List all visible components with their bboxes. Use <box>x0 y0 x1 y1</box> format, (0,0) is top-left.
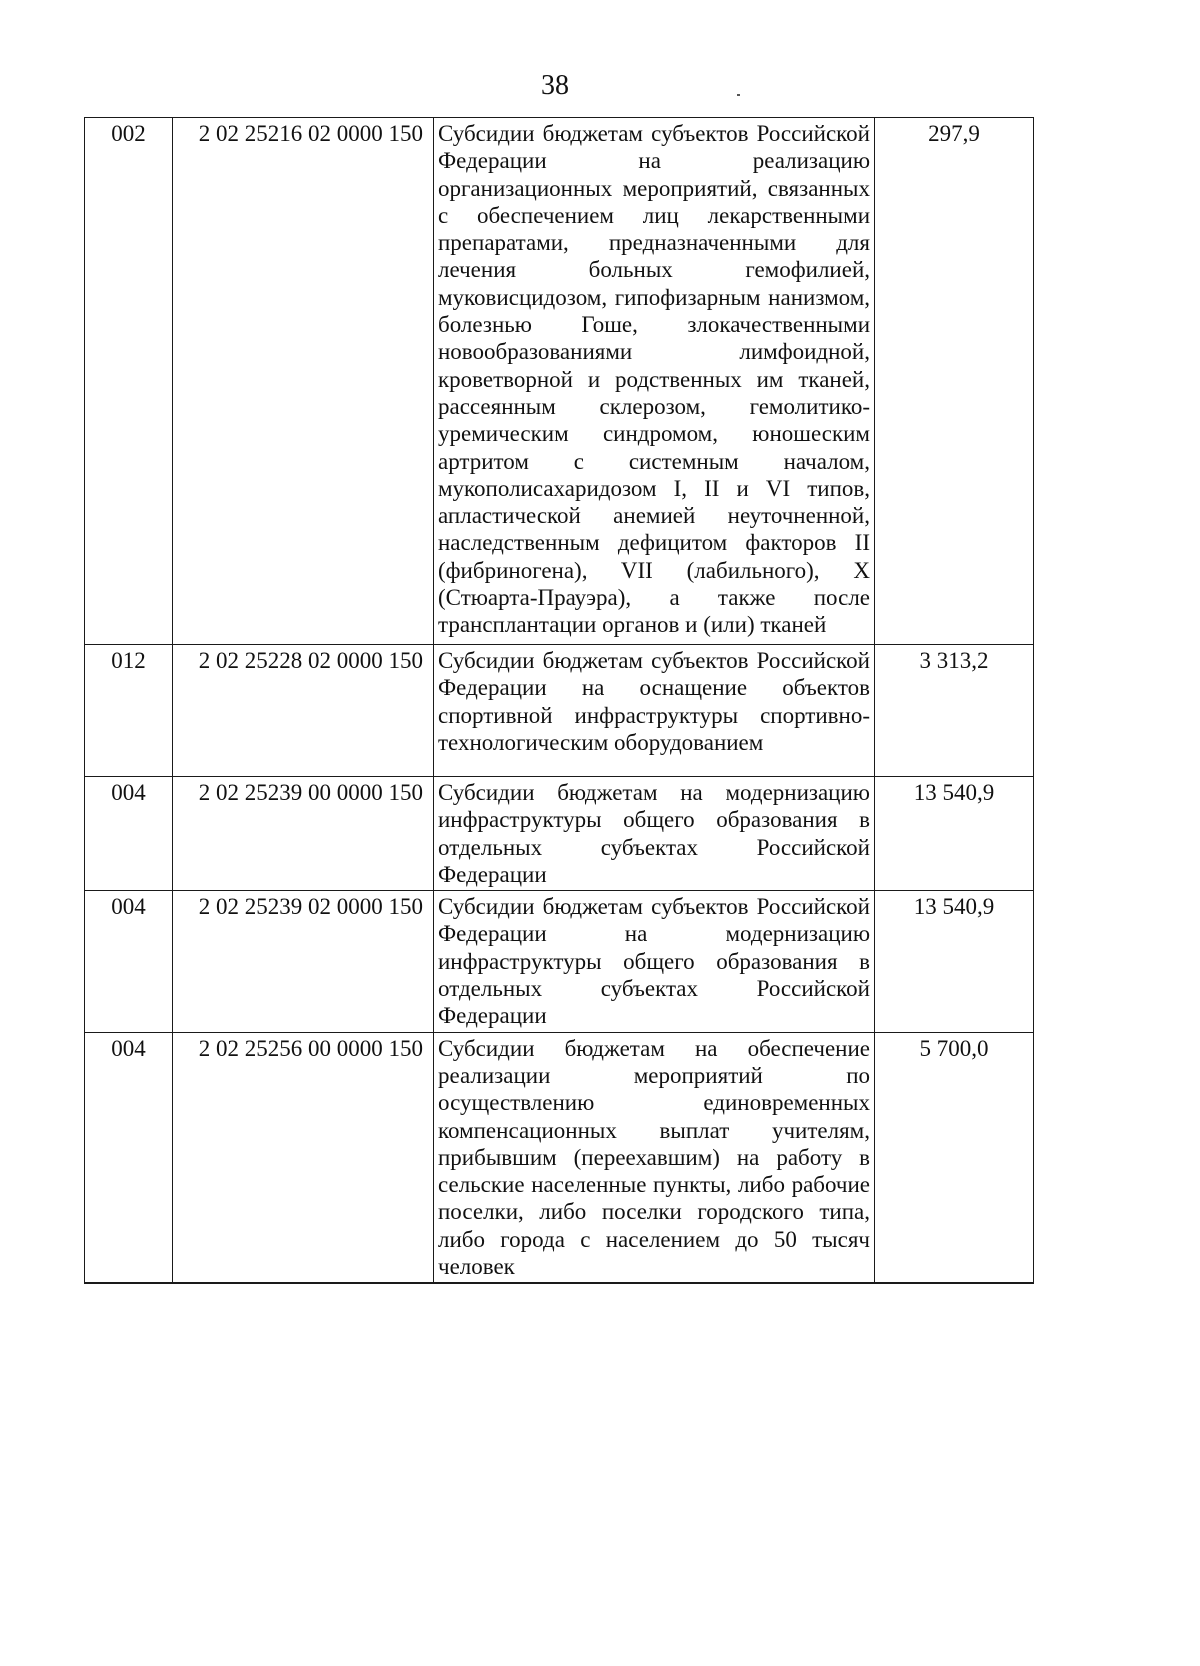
table-row <box>85 118 1034 645</box>
table-row <box>85 1032 1034 1283</box>
description-cell: Субсидии бюджетам на обеспечение реализации мероприятий по осуществлению единовременных компенсационных выплат учителям, прибывшим (переехавшим) на работу в сельские населенные пункты, либо рабочие поселки, либо поселки городского типа, либо города с населением до 50 тысяч человек <box>434 1032 875 1283</box>
description-cell: Субсидии бюджетам на модернизацию инфраструктуры общего образования в отдельных субъектах Российской Федерации <box>434 777 875 891</box>
admin-code-cell: 002 <box>85 118 173 645</box>
amount-cell: 297,9 <box>875 118 1034 645</box>
table-row <box>85 645 1034 777</box>
admin-code-cell: 004 <box>85 1032 173 1283</box>
table-row <box>85 777 1034 891</box>
budget-code-cell: 2 02 25216 02 0000 150 <box>173 118 434 645</box>
amount-cell: 13 540,9 <box>875 891 1034 1032</box>
budget-code-cell: 2 02 25239 00 0000 150 <box>173 777 434 891</box>
description-cell: Субсидии бюджетам субъектов Российской Федерации на модернизацию инфраструктуры общего образования в отдельных субъектах Российской Федерации <box>434 891 875 1032</box>
scan-artifact-dot <box>737 94 740 96</box>
amount-cell: 13 540,9 <box>875 777 1034 891</box>
admin-code-cell: 012 <box>85 645 173 777</box>
admin-code-cell: 004 <box>85 891 173 1032</box>
budget-code-cell: 2 02 25256 00 0000 150 <box>173 1032 434 1283</box>
amount-cell: 3 313,2 <box>875 645 1034 777</box>
budget-code-cell: 2 02 25228 02 0000 150 <box>173 645 434 777</box>
budget-code-cell: 2 02 25239 02 0000 150 <box>173 891 434 1032</box>
page-number: 38 <box>541 70 569 101</box>
amount-cell: 5 700,0 <box>875 1032 1034 1283</box>
description-cell: Субсидии бюджетам субъектов Российской Федерации на оснащение объектов спортивной инфраструктуры спортивно-технологическим оборудованием <box>434 645 875 777</box>
table-row <box>85 891 1034 1032</box>
description-cell: Субсидии бюджетам субъектов Российской Федерации на реализацию организационных мероприятий, связанных с обеспечением лиц лекарственными препаратами, предназначенными для лечения больных гемофилией, муковисцидозом, гипофизарным нанизмом, болезнью Гоше, злокачественными новообразованиями лимфоидной, кроветворной и родственных им тканей, рассеянным склерозом, гемолитико-уремическим синдромом, юношеским артритом с системным началом, мукополисахаридозом I, II и VI типов, апластической анемией неуточненной, наследственным дефицитом факторов II (фибриногена), VII (лабильного), X (Стюарта-Прауэра), а также после трансплантации органов и (или) тканей <box>434 118 875 645</box>
admin-code-cell: 004 <box>85 777 173 891</box>
budget-revenue-table <box>84 117 1034 1284</box>
